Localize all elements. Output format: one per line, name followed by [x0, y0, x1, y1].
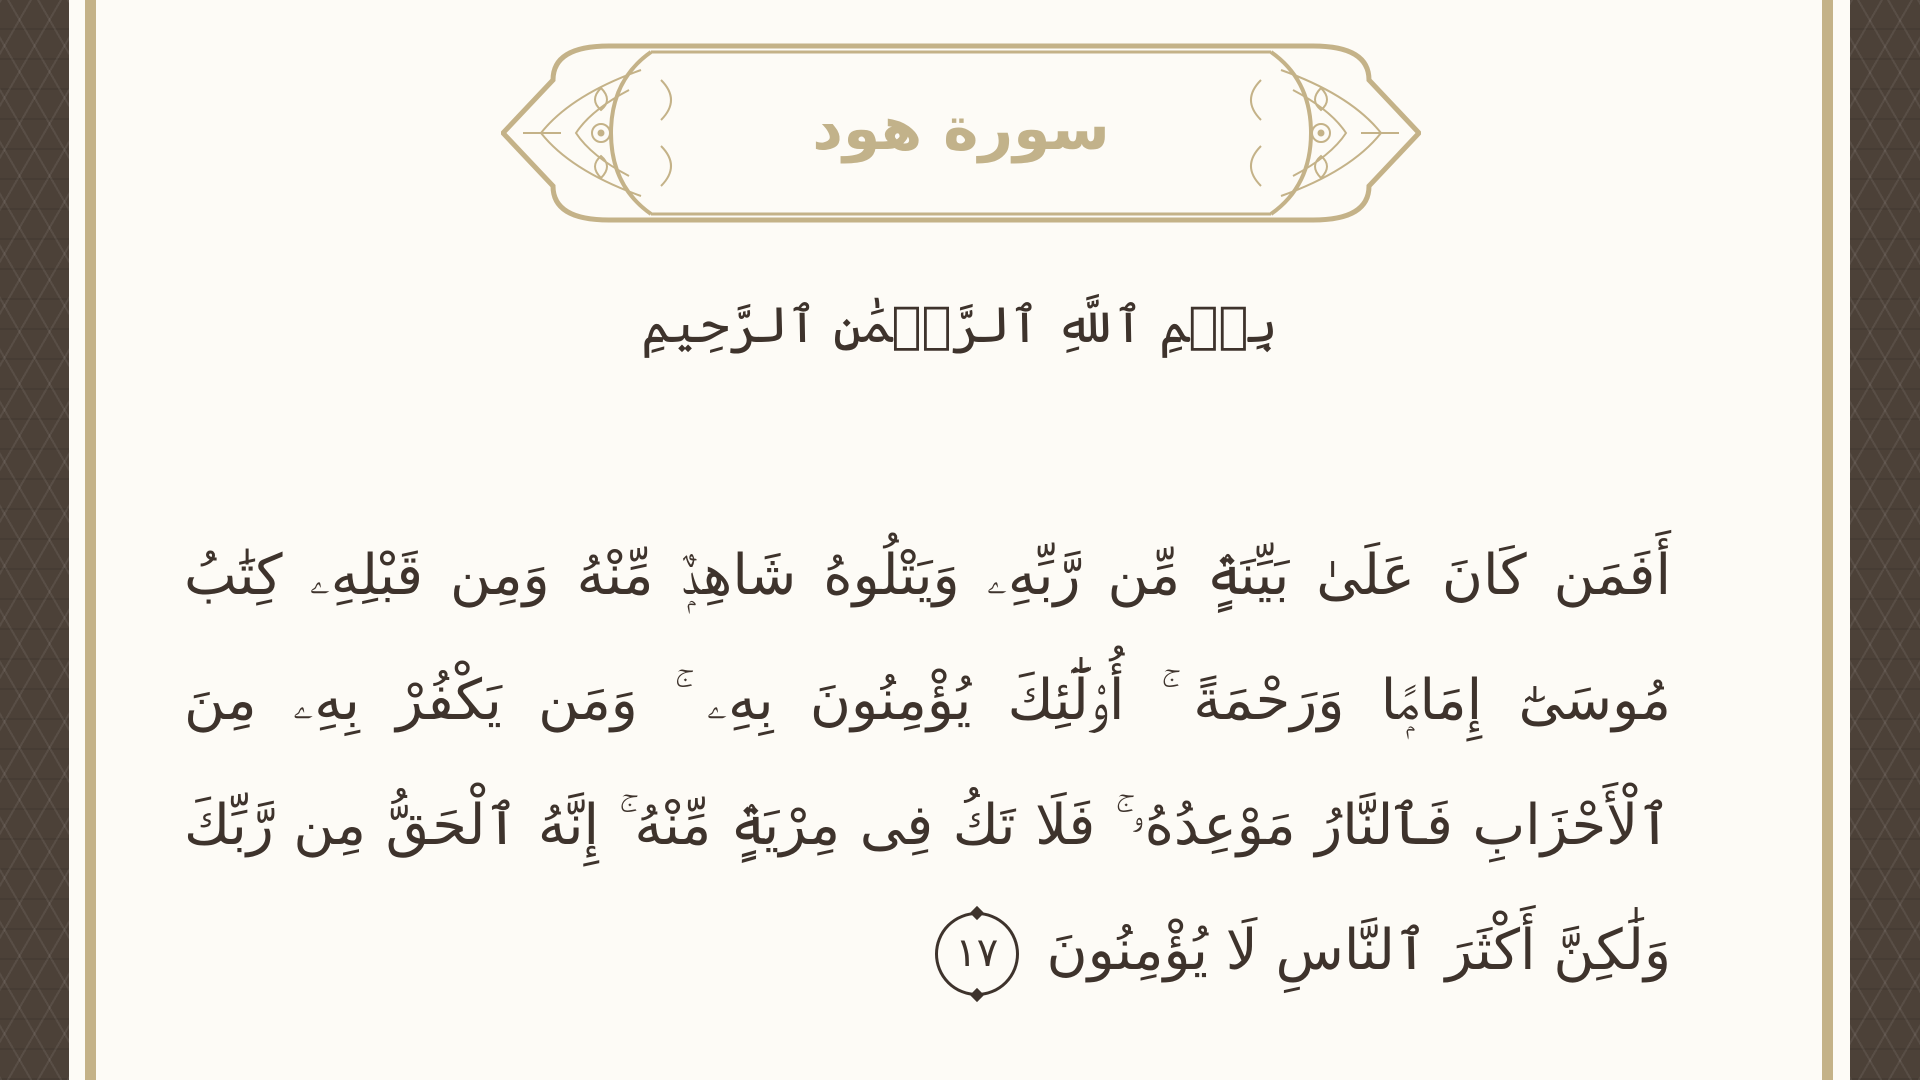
right-gold-rule — [1822, 0, 1833, 1080]
left-gold-rule — [85, 0, 96, 1080]
surah-header-frame — [501, 40, 1421, 230]
basmala: بِسۡمِ ٱللَّهِ ٱلرَّحۡمَٰنِ ٱلرَّحِيمِ — [641, 296, 1278, 354]
left-ornamental-border — [0, 0, 69, 1080]
surah-title: سورة هود — [812, 94, 1110, 164]
mushaf-page — [69, 0, 1850, 1080]
ayah-number: ١٧ — [955, 930, 999, 977]
ayah-number-marker — [935, 912, 1019, 996]
right-ornamental-border — [1850, 0, 1920, 1080]
verse-text-block — [184, 513, 1671, 1013]
verse-text: أَفَمَن كَانَ عَلَىٰ بَيِّنَةٍۢ مِّن رَّبِّهِۦ وَيَتْلُوهُ شَاهِدٌۭ مِّنْهُ وَمِن قَبْلِهِۦ كِتَٰبُ مُوسَىٰٓ إِمَامًۭا وَرَحْمَةً ۚ أُو۟لَٰٓئِكَ يُؤْمِنُونَ بِهِۦ ۚ وَمَن يَكْفُرْ بِهِۦ مِنَ ٱلْأَحْزَابِ فَٱلنَّارُ مَوْعِدُهُۥ ۚ فَلَا تَكُ فِى مِرْيَةٍۢ مِّنْهُ ۚ إِنَّهُ ٱلْحَقُّ مِن رَّبِّكَ وَلَٰكِنَّ أَكْثَرَ ٱلنَّاسِ لَا يُؤْمِنُونَ — [184, 543, 1671, 983]
